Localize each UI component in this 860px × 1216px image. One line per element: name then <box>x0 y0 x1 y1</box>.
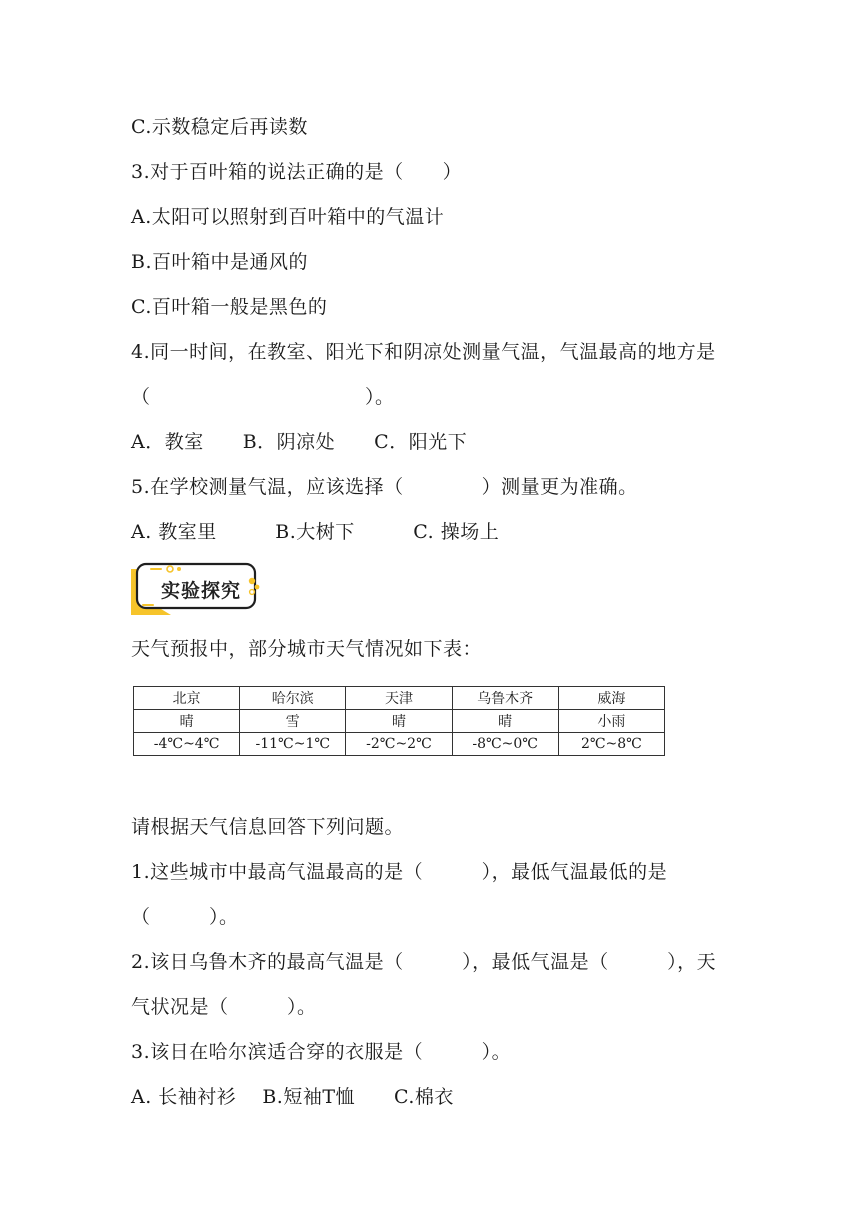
table-row-temperatures <box>134 733 665 756</box>
table-cell: 威海 <box>558 687 664 710</box>
table-cell: 晴 <box>134 710 240 733</box>
part2-q3-options: A. 长袖衬衫 B.短袖T恤 C.棉衣 <box>131 1086 454 1108</box>
table-cell: 天津 <box>346 687 452 710</box>
table-cell: 乌鲁木齐 <box>452 687 558 710</box>
q5-stem: 5.在学校测量气温，应该选择（ ）测量更为准确。 <box>131 476 638 498</box>
table-row-conditions <box>134 710 665 733</box>
q5-options: A. 教室里 B.大树下 C. 操场上 <box>131 521 500 543</box>
q3-option-c: C.百叶箱一般是黑色的 <box>131 296 328 318</box>
part2-q1-line1: 1.这些城市中最高气温最高的是（ ），最低气温最低的是 <box>131 861 668 883</box>
q4-stem-line1: 4.同一时间，在教室、阳光下和阴凉处测量气温，气温最高的地方是 <box>131 341 716 363</box>
table-cell: 哈尔滨 <box>240 687 346 710</box>
table-cell: 晴 <box>346 710 452 733</box>
answer-prompt: 请根据天气信息回答下列问题。 <box>131 816 405 838</box>
table-cell: 晴 <box>452 710 558 733</box>
table-cell: 北京 <box>134 687 240 710</box>
table-cell: -11℃~1℃ <box>240 733 346 756</box>
q3-option-a: A.太阳可以照射到百叶箱中的气温计 <box>131 206 445 228</box>
table-cell: 2℃~8℃ <box>558 733 664 756</box>
q3-stem: 3.对于百叶箱的说法正确的是（ ） <box>131 161 463 183</box>
table-cell: -2℃~2℃ <box>346 733 452 756</box>
part2-q2-line1: 2.该日乌鲁木齐的最高气温是（ ），最低气温是（ ），天 <box>131 951 717 973</box>
part2-q3-stem: 3.该日在哈尔滨适合穿的衣服是（ ）。 <box>131 1041 512 1063</box>
table-cell: -8℃~0℃ <box>452 733 558 756</box>
table-row-cities <box>134 687 665 710</box>
section-intro: 天气预报中，部分城市天气情况如下表： <box>131 638 483 660</box>
table-cell: 小雨 <box>558 710 664 733</box>
q4-options: A．教室 B．阴凉处 C．阳光下 <box>131 431 468 453</box>
part2-q2-line2: 气状况是（ ）。 <box>131 996 317 1018</box>
section-title: 实验探究 <box>161 580 242 602</box>
q4-stem-line2: （ ）。 <box>131 386 395 408</box>
q3-option-b: B.百叶箱中是通风的 <box>131 251 309 273</box>
q2-option-c: C.示数稳定后再读数 <box>131 116 308 138</box>
section-badge <box>131 561 263 615</box>
table-cell: -4℃~4℃ <box>134 733 240 756</box>
weather-table <box>133 686 665 756</box>
part2-q1-line2: （ ）。 <box>131 906 239 928</box>
table-cell: 雪 <box>240 710 346 733</box>
